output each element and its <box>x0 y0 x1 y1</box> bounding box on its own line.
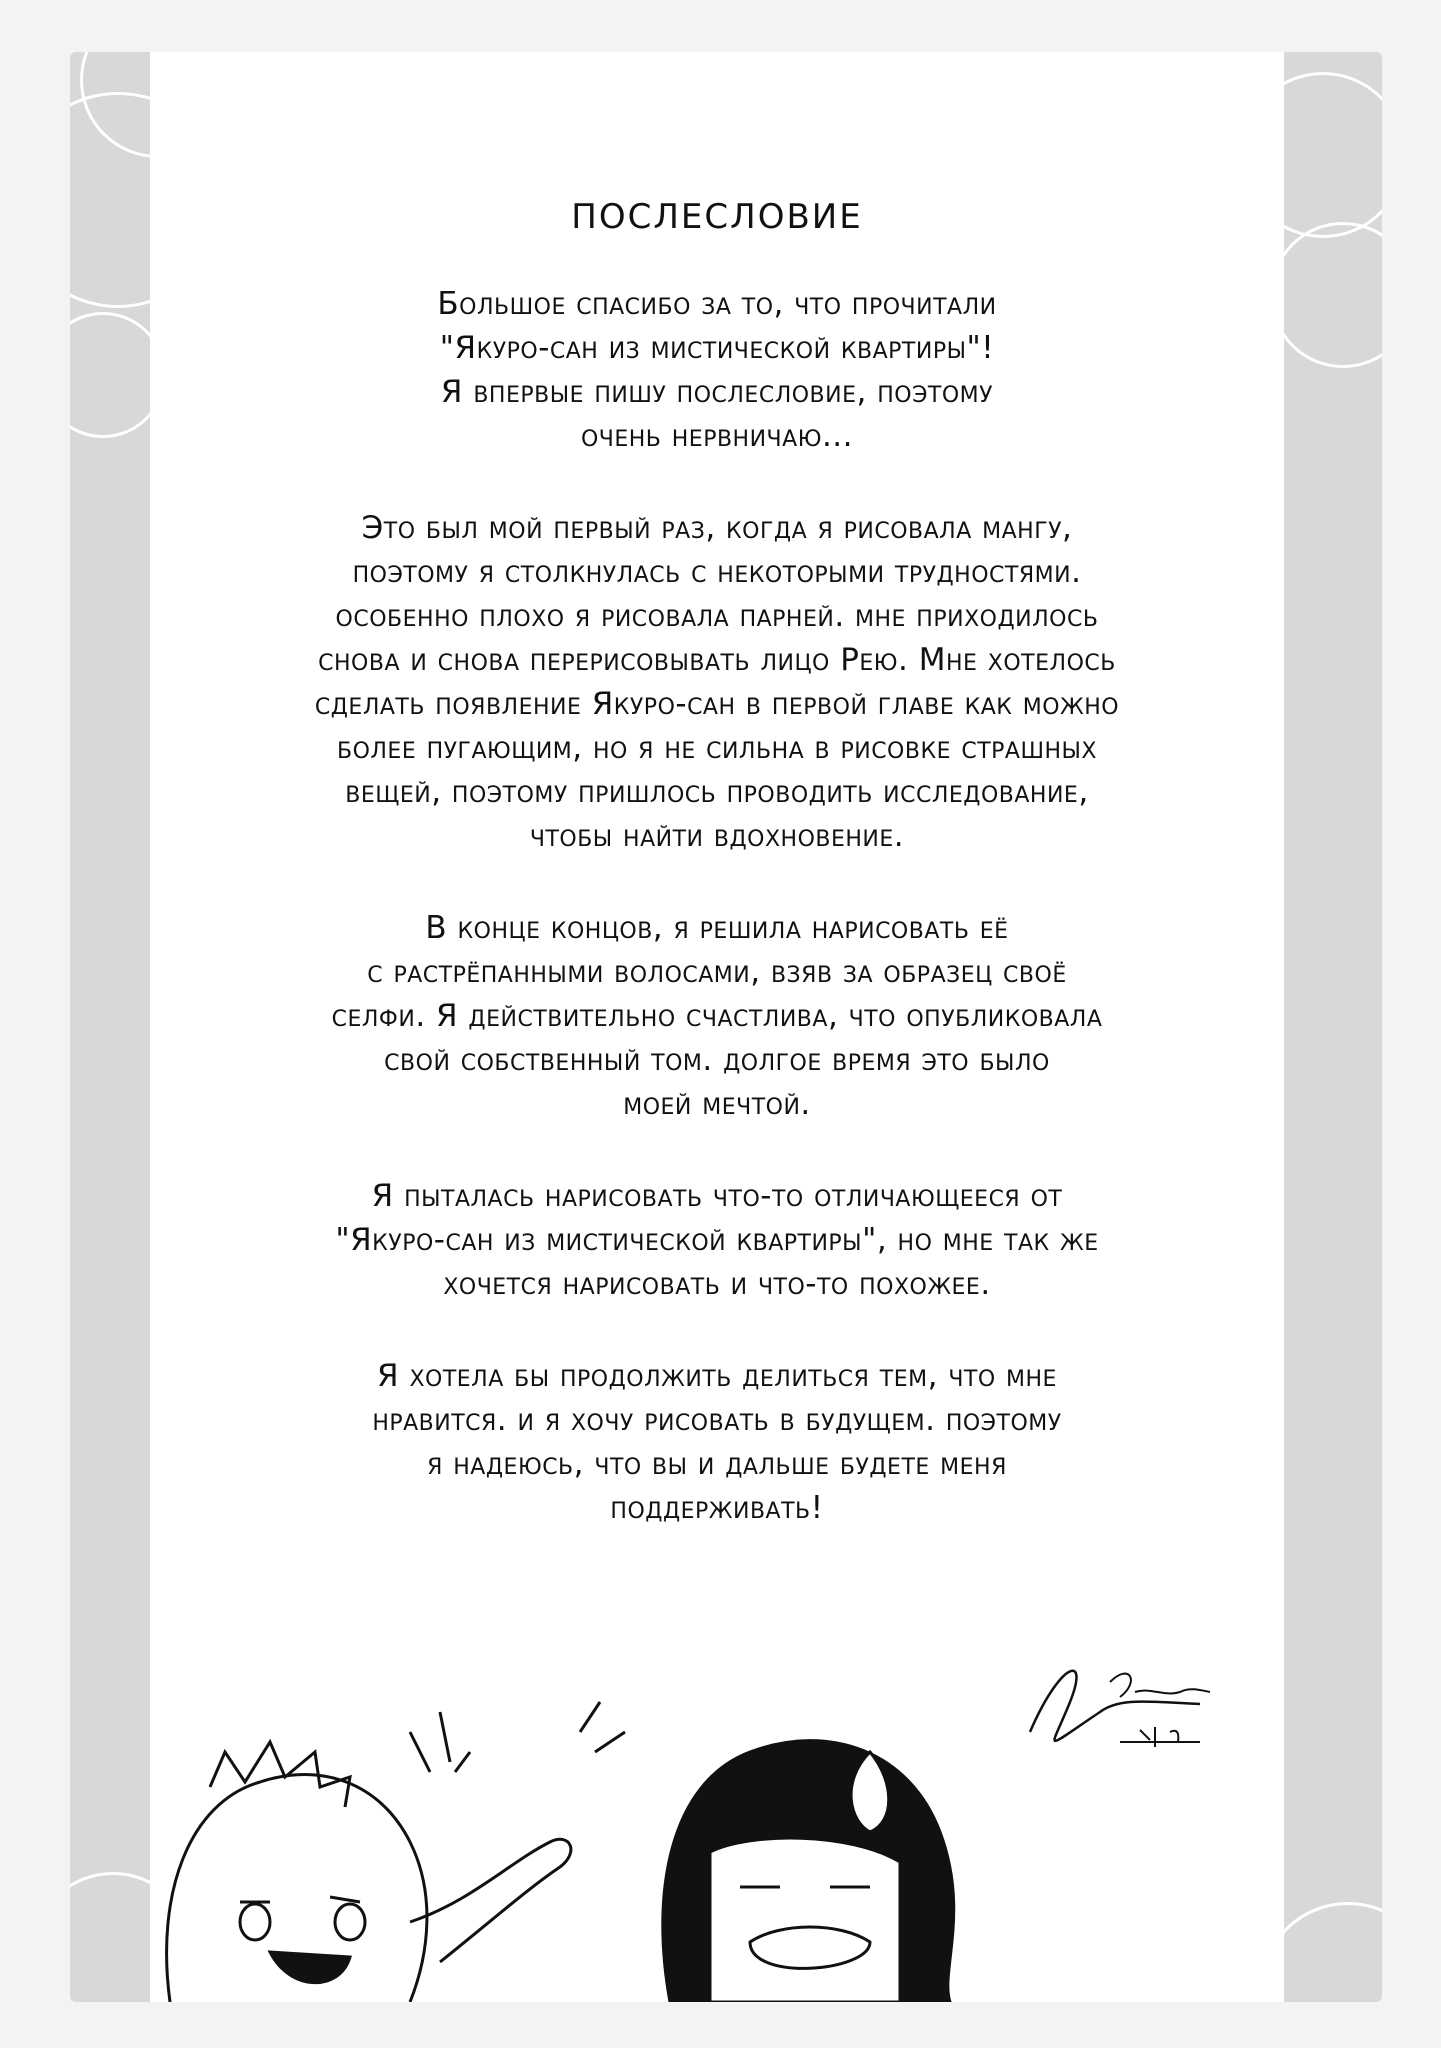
text-line: особенно плохо я рисовала парней. мне приходилось <box>335 598 1099 634</box>
girl-character <box>580 1702 954 2002</box>
text-line: очень нервничаю... <box>580 418 854 454</box>
text-line: более пугающим, но я не сильна в рисовке страшных <box>336 730 1098 766</box>
text-line: Большое спасибо за то, что прочитали <box>437 286 997 322</box>
text-line: моей мечтой. <box>623 1086 811 1122</box>
text-line: Это был мой первый раз, когда я рисовала мангу, <box>361 510 1073 546</box>
text-line: с растрёпанными волосами, взяв за образец своё <box>367 954 1067 990</box>
text-line: я надеюсь, что вы и дальше будете меня <box>427 1446 1007 1482</box>
text-line: вещей, поэтому пришлось проводить исследование, <box>345 774 1089 810</box>
text-line: В конце концов, я решила нарисовать её <box>425 910 1009 946</box>
paragraph <box>150 906 1284 1126</box>
paragraph <box>150 1354 1284 1530</box>
paragraph <box>150 282 1284 458</box>
boy-character <box>167 1712 571 2002</box>
text-line: селфи. Я действительно счастлива, что опубликовала <box>331 998 1103 1034</box>
text-line: сделать появление Якуро-сан в первой главе как можно <box>314 686 1120 722</box>
afterword-body <box>150 132 1284 1578</box>
text-line: поддерживать! <box>610 1490 824 1526</box>
text-line: нравится. и я хочу рисовать в будущем. поэтому <box>372 1402 1062 1438</box>
text-line: свой собственный том. долгое время это было <box>384 1042 1050 1078</box>
paragraph <box>150 1174 1284 1306</box>
paragraph <box>150 506 1284 858</box>
text-line: хочется нарисовать и что-то похожее. <box>443 1266 991 1302</box>
text-line: "Якуро-сан из мистической квартиры"! <box>439 330 995 366</box>
text-line: поэтому я столкнулась с некоторыми трудностями. <box>352 554 1082 590</box>
text-line: "Якуро-сан из мистической квартиры", но мне так же <box>335 1222 1099 1258</box>
text-panel <box>150 52 1284 2002</box>
page-title: ПОСЛЕСЛОВИЕ <box>571 197 863 237</box>
text-line: Я хотела бы продолжить делиться тем, что мне <box>377 1358 1057 1394</box>
bubble-decoration <box>1270 222 1382 368</box>
chibi-illustration <box>150 1692 1284 2002</box>
text-line: снова и снова перерисовывать лицо Рею. Мне хотелось <box>318 642 1116 678</box>
text-line: Я пыталась нарисовать что-то отличающееся от <box>371 1178 1063 1214</box>
text-line: Я впервые пишу послесловие, поэтому <box>440 374 994 410</box>
text-line: чтобы найти вдохновение. <box>529 818 905 854</box>
